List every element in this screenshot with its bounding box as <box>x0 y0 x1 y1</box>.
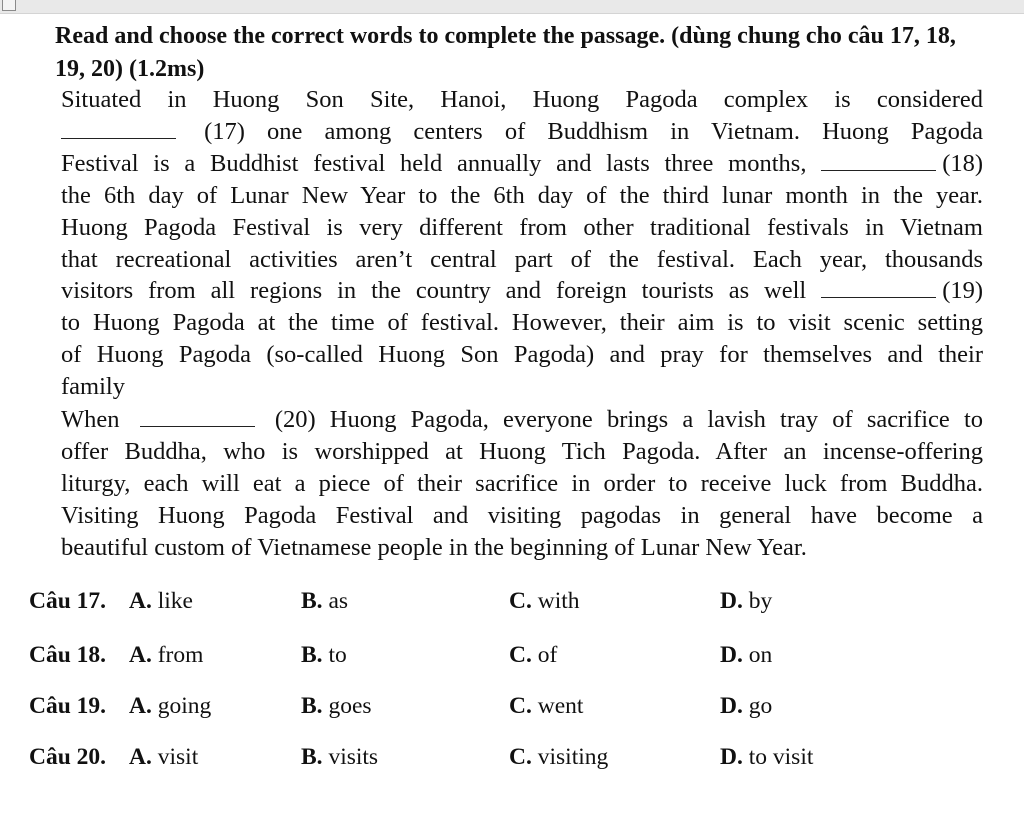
passage-line: Visiting Huong Pagoda Festival and visiting pagodas in general have become a <box>61 501 983 529</box>
answer-blank-19[interactable] <box>821 279 936 298</box>
passage-line: Huong Pagoda Festival is very different from other traditional festivals in Vietnam <box>61 213 983 241</box>
passage-text: (17) one among centers of Buddhism in Vietnam. Huong Pagoda <box>204 117 984 145</box>
question-label: Câu 18. <box>29 642 107 668</box>
question-row-17 <box>29 588 979 628</box>
passage-line <box>61 404 983 436</box>
answer-blank-18[interactable] <box>821 152 936 171</box>
passage-text: (18) <box>942 149 984 177</box>
question-label: Câu 20. <box>29 744 107 770</box>
question-label: Câu 17. <box>29 588 107 614</box>
question-label: Câu 19. <box>29 693 107 719</box>
passage-line: the 6th day of Lunar New Year to the 6th day of the third lunar month in the year. <box>61 181 983 209</box>
document-corner-icon <box>2 0 16 11</box>
passage-line <box>61 275 983 307</box>
passage-paragraph-1 <box>61 84 983 403</box>
passage-text: Festival is a Buddhist festival held annually and lasts three months, <box>61 149 807 177</box>
passage-line: of Huong Pagoda (so-called Huong Son Pagoda) and pray for themselves and their <box>61 341 983 369</box>
option-d[interactable]: D. on <box>720 642 773 668</box>
question-row-19 <box>29 693 979 733</box>
passage-line: liturgy, each will eat a piece of their sacrifice in order to receive luck from Buddha. <box>61 469 983 497</box>
passage-line: beautiful custom of Vietnamese people in the beginning of Lunar New Year. <box>61 533 807 561</box>
option-c[interactable]: C. with <box>509 588 580 614</box>
answer-blank-17[interactable] <box>61 120 176 139</box>
passage-text: visitors from all regions in the country and foreign tourists as well <box>61 277 807 305</box>
option-a[interactable]: A. going <box>129 693 212 719</box>
passage-line: family <box>61 373 125 401</box>
option-b[interactable]: B. goes <box>301 693 372 719</box>
passage-text: (20) Huong Pagoda, everyone brings a lavish tray of sacrifice to <box>274 406 984 433</box>
passage-text: When <box>61 406 120 433</box>
passage-paragraph-2 <box>61 404 983 564</box>
passage-line: offer Buddha, who is worshipped at Huong Tich Pagoda. After an incense-offering <box>61 437 983 465</box>
option-d[interactable]: D. to visit <box>720 744 814 770</box>
window-top-bar <box>0 0 1024 14</box>
option-c[interactable]: C. of <box>509 642 558 668</box>
option-d[interactable]: D. by <box>720 588 773 614</box>
passage-line: to Huong Pagoda at the time of festival. However, their aim is to visit scenic setting <box>61 309 983 337</box>
passage-line <box>61 116 983 148</box>
option-b[interactable]: B. visits <box>301 744 379 770</box>
option-c[interactable]: C. visiting <box>509 744 609 770</box>
option-b[interactable]: B. as <box>301 588 349 614</box>
question-row-18 <box>29 642 979 682</box>
passage-line <box>61 148 983 180</box>
option-a[interactable]: A. from <box>129 642 204 668</box>
question-row-20 <box>29 744 979 784</box>
instruction-heading: Read and choose the correct words to complete the passage. (dùng chung cho câu 17, 18, 19, 20) (1.2ms) <box>55 23 956 82</box>
option-c[interactable]: C. went <box>509 693 584 719</box>
option-a[interactable]: A. like <box>129 588 193 614</box>
option-a[interactable]: A. visit <box>129 744 199 770</box>
passage-line: that recreational activities aren’t central part of the festival. Each year, thousands <box>61 245 983 273</box>
answer-blank-20[interactable] <box>140 408 255 427</box>
option-d[interactable]: D. go <box>720 693 773 719</box>
passage-text: (19) <box>942 277 984 305</box>
passage-line: Situated in Huong Son Site, Hanoi, Huong Pagoda complex is considered <box>61 86 983 113</box>
option-b[interactable]: B. to <box>301 642 347 668</box>
